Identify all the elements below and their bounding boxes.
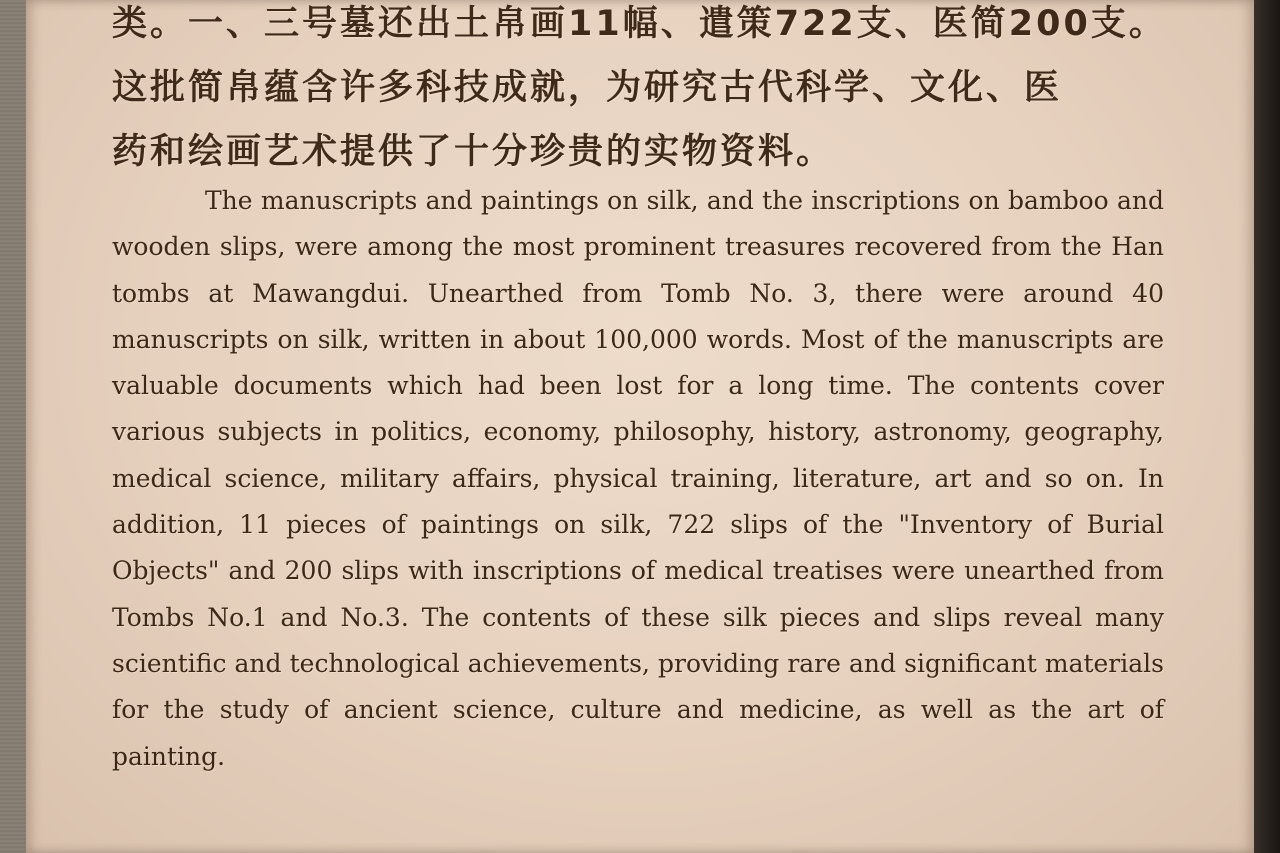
chinese-line-3: 药和绘画艺术提供了十分珍贵的实物资料。	[112, 132, 835, 172]
chinese-line-2: 这批简帛蕴含许多科技成就，为研究古代科学、文化、医	[112, 68, 1063, 108]
english-paragraph: The manuscripts and paintings on silk, and the inscriptions on bamboo and wooden slips, were among the most prominent treasures recovered from the Han tombs at Mawangdui. Unearthed from Tomb No. 3, there were around 40 manuscripts on silk, written in about 100,000 words. Most of the manuscripts are valuable documents which had been lost for a long time. The contents cover various subjects in politics, economy, philosophy, history, astronomy, geography, medical science, military affairs, physical training, literature, art and so on. In addition, 11 pieces of paintings on silk, 722 slips of the "Inventory of Burial Objects" and 200 slips with inscriptions of medical treatises were unearthed from Tombs No.1 and No.3. The contents of these silk pieces and slips reveal many scientific and technological achievements, providing rare and significant materials for the study of ancient science, culture and medicine, as well as the art of painting.	[112, 186, 1164, 771]
exhibit-placard	[26, 0, 1254, 853]
chinese-line-1: 类。一、三号墓还出土帛画11幅、遣策722支、医简200支。	[112, 4, 1167, 44]
chinese-text-block	[112, 0, 1192, 184]
wall-shadow	[1250, 0, 1280, 853]
